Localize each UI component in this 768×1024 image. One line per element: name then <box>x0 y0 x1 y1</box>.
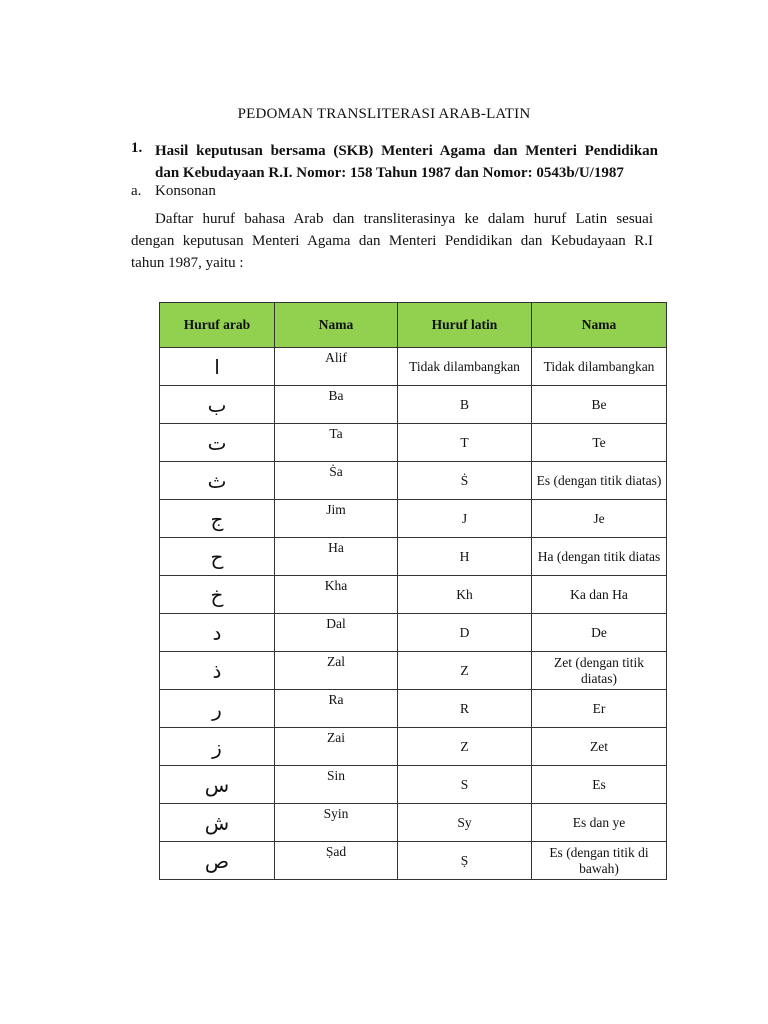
cell-huruf-arab: ش <box>160 804 275 842</box>
cell-huruf-arab: س <box>160 766 275 804</box>
cell-keterangan: Zet <box>532 728 667 766</box>
cell-huruf-latin: Sy <box>398 804 532 842</box>
cell-nama: Dal <box>275 614 398 652</box>
table-row <box>160 842 667 880</box>
cell-keterangan: Es (dengan titik diatas) <box>532 462 667 500</box>
cell-keterangan: Je <box>532 500 667 538</box>
table-row <box>160 614 667 652</box>
table-row <box>160 462 667 500</box>
paragraph-line1: Daftar huruf bahasa Arab dan transliterasinya ke dalam huruf Latin sesuai <box>155 211 653 227</box>
cell-nama: Ba <box>275 386 398 424</box>
cell-nama: Syin <box>275 804 398 842</box>
cell-huruf-latin: Z <box>398 728 532 766</box>
paragraph-line3: tahun 1987, yaitu : <box>131 255 244 271</box>
cell-keterangan: Tidak dilambangkan <box>532 348 667 386</box>
cell-nama: Ra <box>275 690 398 728</box>
cell-keterangan: De <box>532 614 667 652</box>
cell-nama: Kha <box>275 576 398 614</box>
document-title: PEDOMAN TRANSLITERASI ARAB-LATIN <box>237 106 531 122</box>
cell-huruf-latin: Ṣ <box>398 842 532 880</box>
table-row <box>160 348 667 386</box>
table-row <box>160 576 667 614</box>
cell-huruf-arab: ز <box>160 728 275 766</box>
cell-nama: Zai <box>275 728 398 766</box>
cell-huruf-latin: R <box>398 690 532 728</box>
cell-huruf-arab: ح <box>160 538 275 576</box>
cell-huruf-arab: ب <box>160 386 275 424</box>
cell-nama: Sin <box>275 766 398 804</box>
cell-huruf-latin: Kh <box>398 576 532 614</box>
cell-huruf-latin: J <box>398 500 532 538</box>
table-row <box>160 766 667 804</box>
table-header-row <box>160 303 667 348</box>
cell-huruf-latin: Tidak dilambangkan <box>398 348 532 386</box>
cell-huruf-arab: خ <box>160 576 275 614</box>
table-row <box>160 690 667 728</box>
section-number: 1. <box>131 140 143 156</box>
header-huruf-latin: Huruf latin <box>398 303 532 348</box>
table-row <box>160 652 667 690</box>
cell-keterangan: Es <box>532 766 667 804</box>
cell-keterangan: Be <box>532 386 667 424</box>
cell-nama: Ṡa <box>275 462 398 500</box>
cell-huruf-arab: ت <box>160 424 275 462</box>
cell-keterangan: Es dan ye <box>532 804 667 842</box>
cell-huruf-latin: S <box>398 766 532 804</box>
header-keterangan: Nama <box>532 303 667 348</box>
intro-paragraph <box>131 208 653 274</box>
table-row <box>160 424 667 462</box>
cell-nama: Alif <box>275 348 398 386</box>
cell-huruf-arab: د <box>160 614 275 652</box>
transliteration-table <box>159 302 667 880</box>
cell-huruf-latin: H <box>398 538 532 576</box>
cell-huruf-arab: ج <box>160 500 275 538</box>
cell-nama: Ta <box>275 424 398 462</box>
cell-nama: Jim <box>275 500 398 538</box>
cell-keterangan: Ka dan Ha <box>532 576 667 614</box>
cell-keterangan: Ha (dengan titik diatas <box>532 538 667 576</box>
section-heading-line1: Hasil keputusan bersama (SKB) Menteri Agama dan Menteri Pendidikan <box>155 143 658 159</box>
header-nama: Nama <box>275 303 398 348</box>
cell-huruf-latin: Ṡ <box>398 462 532 500</box>
section-heading <box>155 140 658 184</box>
cell-keterangan: Te <box>532 424 667 462</box>
table-row <box>160 500 667 538</box>
cell-keterangan: Es (dengan titik di bawah) <box>532 842 667 880</box>
cell-huruf-latin: D <box>398 614 532 652</box>
cell-huruf-arab: ا <box>160 348 275 386</box>
section-heading-line2: dan Kebudayaan R.I. Nomor: 158 Tahun 1987 dan Nomor: 0543b/U/1987 <box>155 165 624 181</box>
cell-nama: Ha <box>275 538 398 576</box>
cell-huruf-arab: ذ <box>160 652 275 690</box>
table-row <box>160 728 667 766</box>
header-huruf-arab: Huruf arab <box>160 303 275 348</box>
cell-huruf-arab: ث <box>160 462 275 500</box>
cell-huruf-arab: ر <box>160 690 275 728</box>
cell-nama: Zal <box>275 652 398 690</box>
cell-huruf-latin: Z <box>398 652 532 690</box>
subsection-label: Konsonan <box>155 183 216 199</box>
cell-huruf-latin: T <box>398 424 532 462</box>
table-row <box>160 804 667 842</box>
subsection-letter: a. <box>131 183 142 199</box>
paragraph-line2: dengan keputusan Menteri Agama dan Menteri Pendidikan dan Kebudayaan R.I <box>131 233 653 249</box>
table-row <box>160 538 667 576</box>
cell-huruf-latin: B <box>398 386 532 424</box>
cell-keterangan: Er <box>532 690 667 728</box>
table-row <box>160 386 667 424</box>
cell-huruf-arab: ص <box>160 842 275 880</box>
cell-nama: Ṣad <box>275 842 398 880</box>
cell-keterangan: Zet (dengan titik diatas) <box>532 652 667 690</box>
